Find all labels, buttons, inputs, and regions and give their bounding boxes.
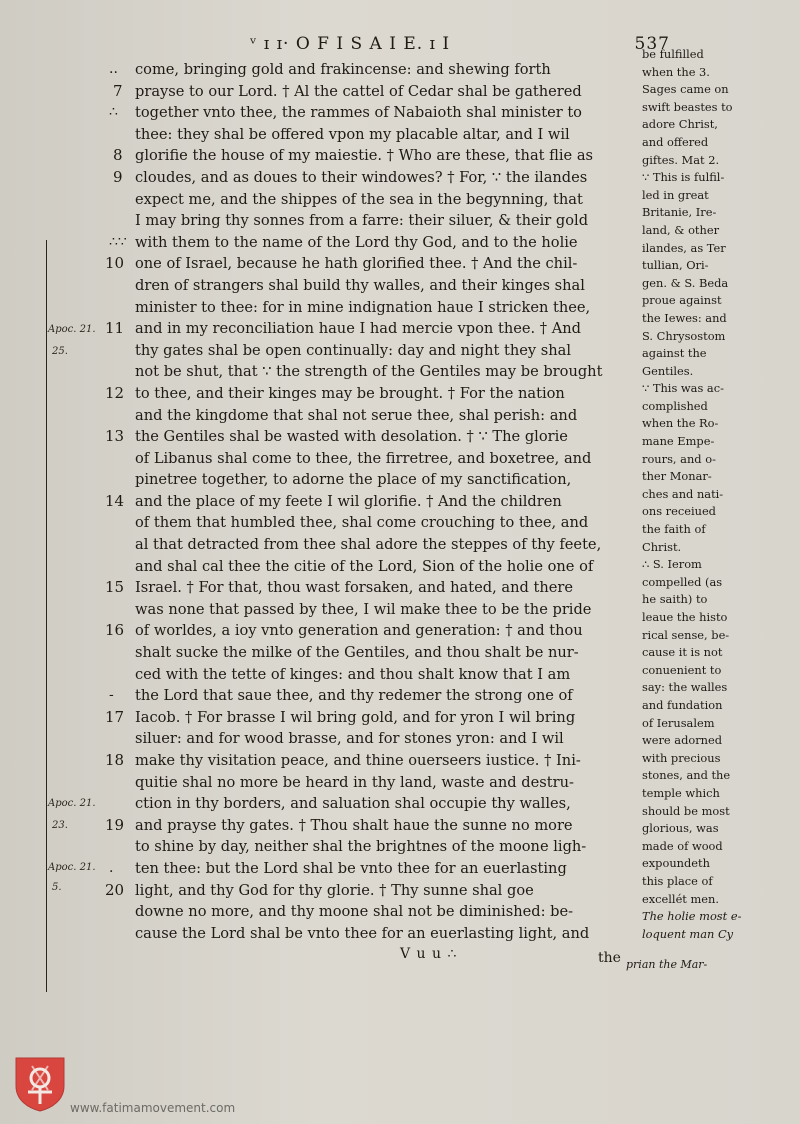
- verse-number: 14: [105, 491, 125, 510]
- line-text: quitie shal no more be heard in thy land, waste and destru-: [135, 773, 574, 791]
- line-text: prayse to our Lord. † Al the cattel of Cedar shal be gathered: [135, 82, 582, 100]
- verse-number: 13: [105, 427, 125, 446]
- margin-note-line: Gentiles.: [642, 363, 694, 378]
- text-line: [135, 210, 640, 232]
- text-line: [135, 361, 640, 383]
- text-line: [105, 318, 640, 340]
- shield-logo-icon: [14, 1056, 66, 1112]
- text-line: [105, 383, 640, 405]
- margin-note-line: complished: [642, 398, 708, 413]
- margin-note-line: ∴ S. Ierom: [642, 557, 702, 572]
- verse-number: 10: [105, 254, 125, 273]
- text-line: [135, 275, 640, 297]
- text-line: [135, 836, 640, 858]
- text-line: [135, 512, 640, 534]
- left-margin-rule: [46, 240, 47, 992]
- text-line: [135, 405, 640, 427]
- margin-note-line: S. Chrysostom: [642, 328, 726, 343]
- line-text: and the place of my feete I wil glorifie. † And the children: [135, 492, 562, 510]
- text-line: [109, 858, 640, 880]
- text-line: [135, 469, 640, 491]
- line-text: to shine by day, neither shal the brightnes of the moone ligh-: [135, 838, 587, 856]
- line-text: pinetree together, to adorne the place of my sanctification,: [135, 471, 572, 489]
- margin-note-line: gen. & S. Beda: [642, 275, 729, 290]
- verse-number: 12: [105, 383, 125, 402]
- line-text: was none that passed by thee, I wil make thee to be the pride: [135, 600, 592, 618]
- margin-note-line: ches and nati-: [642, 486, 724, 501]
- text-line: [135, 124, 640, 146]
- margin-note-line: of Ierusalem: [642, 715, 715, 730]
- margin-reference: Apoc. 21.: [48, 798, 96, 809]
- main-text-column: [105, 59, 640, 944]
- line-text: Israel. † For that, thou wast forsaken, and hated, and there: [135, 579, 573, 597]
- line-text: together vnto thee, the rammes of Nabaioth shal minister to: [135, 104, 582, 122]
- line-text: shalt sucke the milke of the Gentiles, and thou shalt be nur-: [135, 644, 579, 662]
- line-text: one of Israel, because he hath glorified thee. † And the chil-: [135, 255, 578, 273]
- line-text: I may bring thy sonnes from a farre: their siluer, & their gold: [135, 212, 589, 230]
- line-mark: ∴: [109, 104, 118, 121]
- text-line: [109, 59, 640, 81]
- text-line: [105, 620, 640, 642]
- line-text: of them that humbled thee, shal come crouching to thee, and: [135, 514, 589, 532]
- text-line: [135, 448, 640, 470]
- margin-note-line: excellét men.: [642, 891, 720, 906]
- text-line: [113, 81, 640, 103]
- margin-note-last: prian the Mar-: [626, 958, 708, 971]
- text-line: [135, 793, 640, 815]
- margin-note-line: Christ.: [642, 539, 682, 554]
- line-text: thy gates shal be open continually: day and night they shal: [135, 341, 572, 359]
- line-mark: -: [109, 687, 114, 704]
- line-text: ction in thy borders, and saluation shal occupie thy walles,: [135, 795, 571, 813]
- margin-note-line: ons receiued: [642, 504, 716, 519]
- line-text: of Libanus shal come to thee, the firretree, and boxetree, and: [135, 449, 592, 467]
- verse-number: 15: [105, 578, 125, 597]
- margin-note-line: ∵ This was ac-: [642, 381, 724, 396]
- text-line: [135, 189, 640, 211]
- text-line: [105, 880, 640, 902]
- line-text: to thee, and their kinges may be brought. † For the nation: [135, 384, 565, 402]
- text-line: [105, 707, 640, 729]
- catchword: the: [598, 950, 621, 966]
- margin-note-line: the faith of: [642, 522, 706, 537]
- line-text: cloudes, and as doues to their windowes? † For, ∵ the ilandes: [135, 168, 588, 186]
- line-text: Iacob. † For brasse I wil bring gold, and for yron I wil bring: [135, 708, 576, 726]
- text-line: [109, 685, 640, 707]
- margin-note-line: loquent man Cy: [642, 926, 734, 941]
- line-text: the Lord that saue thee, and thy redemer the strong one of: [135, 687, 573, 705]
- margin-note-line: he saith) to: [642, 592, 708, 607]
- text-line: [113, 145, 640, 167]
- margin-note-line: Sages came on: [642, 82, 729, 97]
- margin-note-line: temple which: [642, 785, 720, 800]
- text-line: [109, 102, 640, 124]
- line-text: expect me, and the shippes of the sea in the begynning, that: [135, 190, 583, 208]
- margin-reference: 5.: [52, 882, 62, 893]
- margin-note-line: rours, and o-: [642, 451, 716, 466]
- margin-note-line: led in great: [642, 187, 709, 202]
- margin-reference: 25.: [52, 346, 68, 357]
- text-line: [135, 642, 640, 664]
- margin-note-line: this place of: [642, 873, 713, 888]
- text-line: [135, 664, 640, 686]
- line-text: minister to thee: for in mine indignation haue I stricken thee,: [135, 298, 591, 316]
- margin-note-line: mane Empe-: [642, 434, 715, 449]
- watermark-url: www.fatimamovement.com: [70, 1101, 236, 1115]
- margin-note-line: leaue the histo: [642, 610, 728, 624]
- margin-reference: Apoc. 21.: [48, 324, 96, 335]
- text-line: [105, 815, 640, 837]
- verse-number: 19: [105, 815, 125, 834]
- line-text: dren of strangers shal build thy walles, and their kinges shal: [135, 276, 585, 294]
- line-text: with them to the name of the Lord thy God, and to the holie: [135, 233, 578, 251]
- margin-note-line: cause it is not: [642, 645, 723, 660]
- margin-note-line: be fulfilled: [642, 47, 704, 61]
- line-text: not be shut, that ∵ the strength of the Gentiles may be brought: [135, 363, 603, 381]
- line-text: of worldes, a ioy vnto generation and generation: † and thou: [135, 622, 583, 640]
- margin-note-line: proue against: [642, 293, 722, 308]
- line-text: and prayse thy gates. † Thou shalt haue the sunne no more: [135, 816, 573, 834]
- verse-number: 18: [105, 751, 125, 769]
- verse-number: 20: [105, 880, 125, 899]
- page-number: 537: [634, 34, 670, 54]
- text-line: [135, 772, 640, 794]
- margin-note-line: expoundeth: [642, 856, 710, 871]
- line-text: downe no more, and thy moone shal not be diminished: be-: [135, 903, 574, 921]
- margin-note-line: ilandes, as Ter: [642, 240, 726, 255]
- margin-note-line: ∵ This is fulfil-: [642, 170, 725, 185]
- margin-note-line: adore Christ,: [642, 117, 718, 132]
- line-text: and shal cal thee the citie of the Lord, Sion of the holie one of: [135, 557, 594, 575]
- margin-note-line: say: the walles: [642, 680, 728, 695]
- margin-note-line: stones, and the: [642, 768, 731, 783]
- margin-note-line: land, & other: [642, 222, 720, 237]
- text-line: [135, 599, 640, 621]
- text-line: [135, 901, 640, 923]
- margin-reference: 23.: [52, 820, 68, 831]
- margin-note-line: made of wood: [642, 838, 723, 853]
- text-line: [105, 491, 640, 513]
- margin-note-line: and fundation: [642, 697, 723, 712]
- line-text: thee: they shal be offered vpon my placable altar, and I wil: [135, 125, 570, 143]
- text-line: [105, 577, 640, 599]
- text-line: [109, 232, 640, 254]
- margin-note-line: rical sense, be-: [642, 627, 730, 642]
- line-text: al that detracted from thee shal adore the steppes of thy feete,: [135, 536, 602, 554]
- margin-note-line: ther Monar-: [642, 469, 712, 484]
- line-text: make thy visitation peace, and thine ouerseers iustice. † Ini-: [135, 752, 581, 769]
- margin-note-line: were adorned: [642, 733, 723, 748]
- signature-mark: V u u ∴: [400, 946, 458, 962]
- margin-note-line: conuenient to: [642, 662, 722, 677]
- verse-number: 17: [105, 707, 125, 726]
- line-text: and the kingdome that shal not serue thee, shal perish: and: [135, 406, 578, 424]
- margin-note-line: the Iewes: and: [642, 310, 727, 325]
- line-text: cause the Lord shal be vnto thee for an euerlasting light, and: [135, 924, 590, 942]
- margin-note-line: tullian, Ori-: [642, 258, 709, 273]
- line-text: siluer: and for wood brasse, and for stones yron: and I wil: [135, 730, 564, 748]
- line-text: the Gentiles shal be wasted with desolation. † ∵ The glorie: [135, 428, 568, 446]
- margin-note-line: and offered: [642, 134, 709, 149]
- margin-note-line: Britanie, Ire-: [642, 205, 717, 220]
- margin-note-line: compelled (as: [642, 574, 723, 589]
- verse-number: 7: [113, 81, 123, 100]
- verse-number: 11: [105, 319, 125, 338]
- text-line: [105, 253, 640, 275]
- margin-note-line: The holie most e-: [642, 909, 742, 924]
- margin-note-line: when the 3.: [642, 64, 710, 79]
- line-text: ced with the tette of kinges: and thou shalt know that I am: [135, 665, 571, 683]
- margin-note-line: when the Ro-: [642, 416, 719, 431]
- line-mark: .: [109, 859, 114, 876]
- running-title: ᵛ ɪ ɪ· O F I S A I E. ɪ I: [250, 34, 451, 54]
- margin-note-line: with precious: [642, 750, 721, 765]
- line-text: ten thee: but the Lord shal be vnto thee for an euerlasting: [135, 859, 567, 877]
- margin-note-line: against the: [642, 346, 707, 361]
- text-line: [113, 167, 640, 189]
- margin-note-line: giftes. Mat 2.: [642, 152, 720, 167]
- margin-reference: Apoc. 21.: [48, 862, 96, 873]
- verse-number: 8: [113, 146, 123, 165]
- text-line: [105, 750, 640, 772]
- margin-note-line: swift beastes to: [642, 99, 733, 114]
- text-line: [135, 728, 640, 750]
- margin-note-line: should be most: [642, 803, 730, 818]
- verse-number: 9: [113, 167, 123, 186]
- text-line: [135, 534, 640, 556]
- line-text: light, and thy God for thy glorie. † Thy sunne shal goe: [135, 881, 534, 899]
- text-line: [105, 426, 640, 448]
- text-line: [135, 297, 640, 319]
- page-header: [250, 34, 670, 58]
- line-text: glorifie the house of my maiestie. † Who are these, that flie as: [135, 147, 594, 165]
- line-mark: ∴∵: [109, 233, 127, 250]
- margin-note-line: glorious, was: [642, 821, 719, 836]
- text-line: [135, 340, 640, 362]
- text-line: [135, 923, 640, 945]
- margin-notes-column: [642, 46, 752, 943]
- line-text: and in my reconciliation haue I had mercie vpon thee. † And: [135, 320, 581, 338]
- line-mark: ..: [109, 61, 118, 77]
- text-line: [135, 556, 640, 578]
- verse-number: 16: [105, 621, 125, 640]
- line-text: come, bringing gold and frakincense: and shewing forth: [135, 61, 551, 78]
